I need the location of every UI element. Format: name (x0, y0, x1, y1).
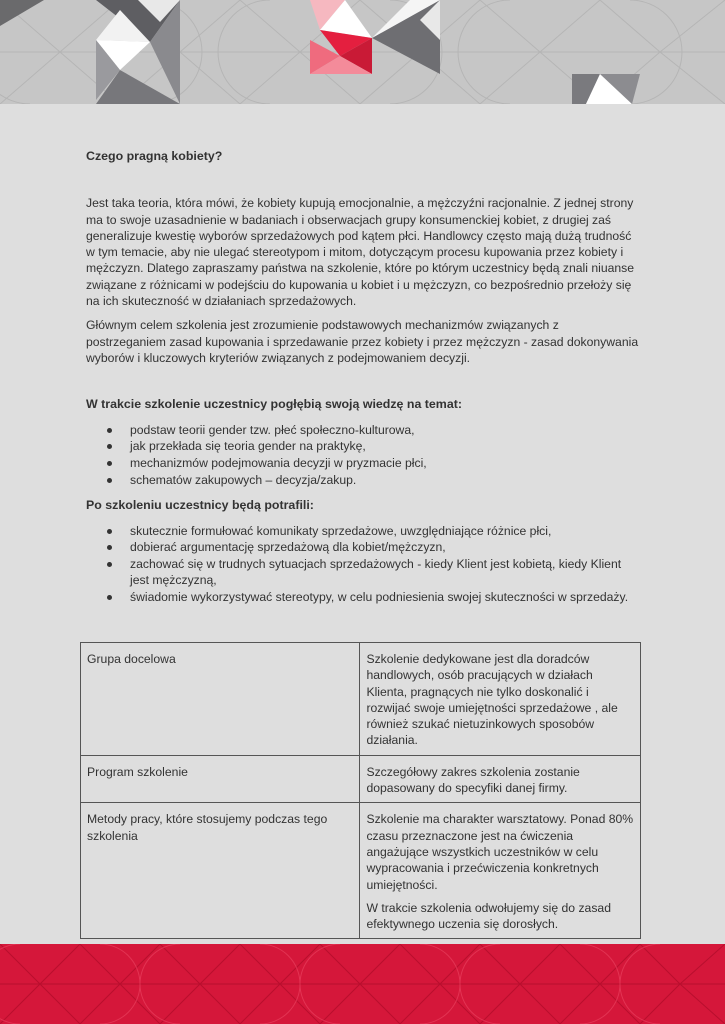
list-item: jak przekłada się teoria gender na praktykę, (86, 438, 642, 454)
bullet-icon (107, 461, 112, 466)
section-heading-intro: Czego pragną kobiety? (86, 149, 223, 163)
intro-paragraph: Jest taka teoria, która mówi, że kobiety kupują emocjonalnie, a mężczyźni racjonalnie. Z jednej strony ma to swoje uzasadnienie w badaniach i obserwacjach grupy konsumenckiej kobiet, z drugiej zaś generalizuje kwestię wyborów sprzedażowych pod kątem płci. Handlowcy często mają dużą trudność w tym temacie, aby nie ulegać stereotypom i mitom, dotyczącym procesu kupowania przez kobiety i mężczyzn. Dlatego zapraszamy państwa na szkolenie, które po którym uczestnicy będą znali niuanse związane z różnicami w podejściu do kupowania u kobiet i u mężczyzn, co bezpośrednio przełoży się na ich skuteczność w działaniach sprzedażowych. (86, 196, 635, 309)
table-value-cell: Szczegółowy zakres szkolenia zostanie dopasowany do specyfiki danej firmy. (360, 755, 641, 803)
main-content (86, 148, 642, 606)
table-value-cell: Szkolenie dedykowane jest dla doradców handlowych, osób pracujących w działach Klienta, pragnących nie tylko doskonalić i rozwijać swoje umiejętności sprzedażowe , ale również szukać nietuzinkowych sposobów działania. (360, 643, 641, 756)
bullet-icon (107, 595, 112, 600)
footer-decoration (0, 944, 725, 1024)
section-heading-knowledge: W trakcie szkolenie uczestnicy pogłębią swoją wiedzę na temat: (86, 397, 462, 412)
knowledge-list (86, 422, 642, 489)
header-decoration (0, 0, 725, 104)
list-item: podstaw teorii gender tzw. płeć społeczno-kulturowa, (86, 422, 642, 438)
list-item: schematów zakupowych – decyzja/zakup. (86, 472, 642, 488)
list-item: skutecznie formułować komunikaty sprzedażowe, uwzględniające różnice płci, (86, 523, 642, 539)
table-row (81, 755, 641, 803)
table-label-cell: Metody pracy, które stosujemy podczas tego szkolenia (81, 803, 360, 939)
list-item: mechanizmów podejmowania decyzji w pryzmacie płci, (86, 455, 642, 471)
bullet-icon (107, 428, 112, 433)
skills-list (86, 523, 642, 606)
table-label-cell: Program szkolenie (81, 755, 360, 803)
list-item: dobierać argumentację sprzedażową dla kobiet/mężczyzn, (86, 539, 642, 555)
geometric-pattern-icon (0, 0, 725, 104)
bullet-icon (107, 478, 112, 483)
geometric-pattern-icon (0, 944, 725, 1024)
table-value-cell: Szkolenie ma charakter warsztatowy. Ponad 80% czasu przeznaczone jest na ćwiczenia angażujące wszystkich uczestników w celu wypracowania i przećwiczenia konkretnych umiejętności. W trakcie szkolenia odwołujemy się do zasad efektywnego uczenia się dorosłych. (360, 803, 641, 939)
goal-paragraph: Głównym celem szkolenia jest zrozumienie podstawowych mechanizmów związanych z postrzeganiem zasad kupowania i sprzedawanie przez kobiety i przez mężczyzn - zasad dokonywania wyborów i kluczowych kryteriów związanych z podejmowaniem decyzji. (86, 318, 639, 365)
table-row (81, 803, 641, 939)
bullet-icon (107, 444, 112, 449)
list-item: zachować się w trudnych sytuacjach sprzedażowych - kiedy Klient jest kobietą, kiedy Klient jest mężczyzną, (86, 556, 642, 589)
bullet-icon (107, 562, 112, 567)
bullet-icon (107, 545, 112, 550)
table-row (81, 643, 641, 756)
table-label-cell: Grupa docelowa (81, 643, 360, 756)
bullet-icon (107, 529, 112, 534)
section-heading-skills: Po szkoleniu uczestnicy będą potrafili: (86, 498, 314, 513)
training-info-table (80, 642, 641, 939)
list-item: świadomie wykorzystywać stereotypy, w celu podniesienia swojej skuteczności w sprzedaży. (86, 589, 642, 605)
